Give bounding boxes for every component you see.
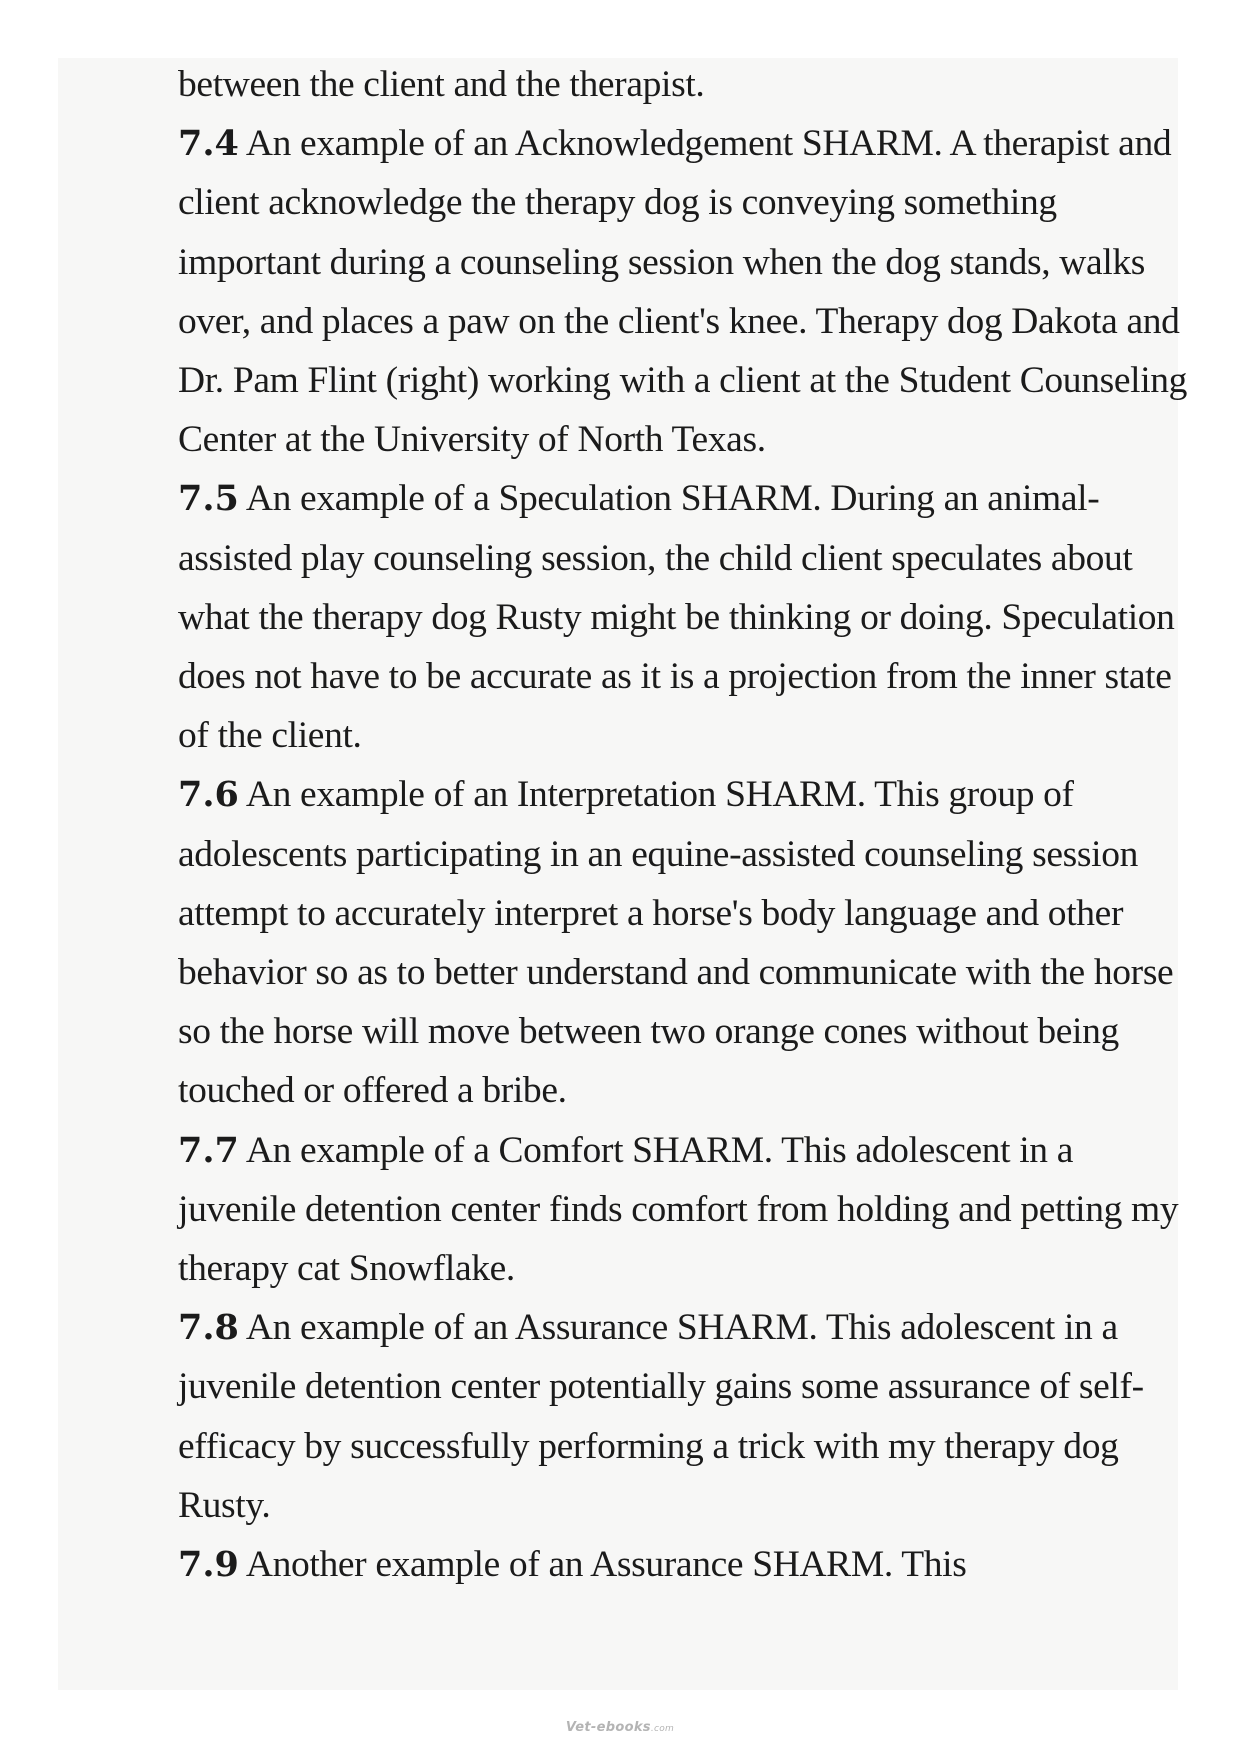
figure-number: 7.5: [178, 478, 239, 520]
caption-text: An example of an Acknowledgement SHARM. A therapist and client acknowledge the therapy dog is conveying something important during a counseling session when the dog stands, walks over, and places a paw on the client's knee. Therapy dog Dakota and Dr. Pam Flint (right) working with a client at the Student Counseling Center at the University of North Texas.: [178, 123, 1188, 461]
figure-number: 7.9: [178, 1544, 239, 1586]
continuation-text: between the client and the therapist.: [178, 64, 705, 105]
caption-text: An example of a Comfort SHARM. This adolescent in a juvenile detention center finds comfort from holding and petting my therapy cat Snowflake.: [178, 1129, 1179, 1290]
watermark-logo: [0, 1720, 1240, 1735]
caption-7-5: [178, 469, 1188, 765]
caption-7-8: [178, 1298, 1188, 1535]
caption-text: An example of a Speculation SHARM. During an animal-assisted play counseling session, the child client speculates about what the therapy dog Rusty might be thinking or doing. Speculation does not have to be accurate as it is a projection from the inner state of the client.: [178, 478, 1175, 757]
figure-number: 7.8: [178, 1307, 239, 1349]
figure-number: 7.7: [178, 1129, 239, 1171]
figure-number: 7.6: [178, 774, 239, 816]
watermark-domain: .com: [650, 1724, 675, 1734]
caption-text: An example of an Interpretation SHARM. This group of adolescents participating in an equine-assisted counseling session attempt to accurately interpret a horse's body language and other behavior so as to better understand and communicate with the horse so the horse will move between two orange cones without being touched or offered a bribe.: [178, 774, 1174, 1112]
caption-list: [178, 55, 1188, 1594]
caption-7-6: [178, 765, 1188, 1120]
figure-number: 7.4: [178, 123, 239, 165]
caption-text: Another example of an Assurance SHARM. This: [245, 1544, 967, 1586]
caption-text: An example of an Assurance SHARM. This adolescent in a juvenile detention center potentially gains some assurance of self-efficacy by successfully performing a trick with my therapy dog Rusty.: [178, 1307, 1144, 1526]
caption-7-4: [178, 114, 1188, 469]
caption-7-7: [178, 1121, 1188, 1299]
watermark-name: Vet-ebooks: [565, 1720, 651, 1735]
caption-7-9: [178, 1535, 1188, 1594]
